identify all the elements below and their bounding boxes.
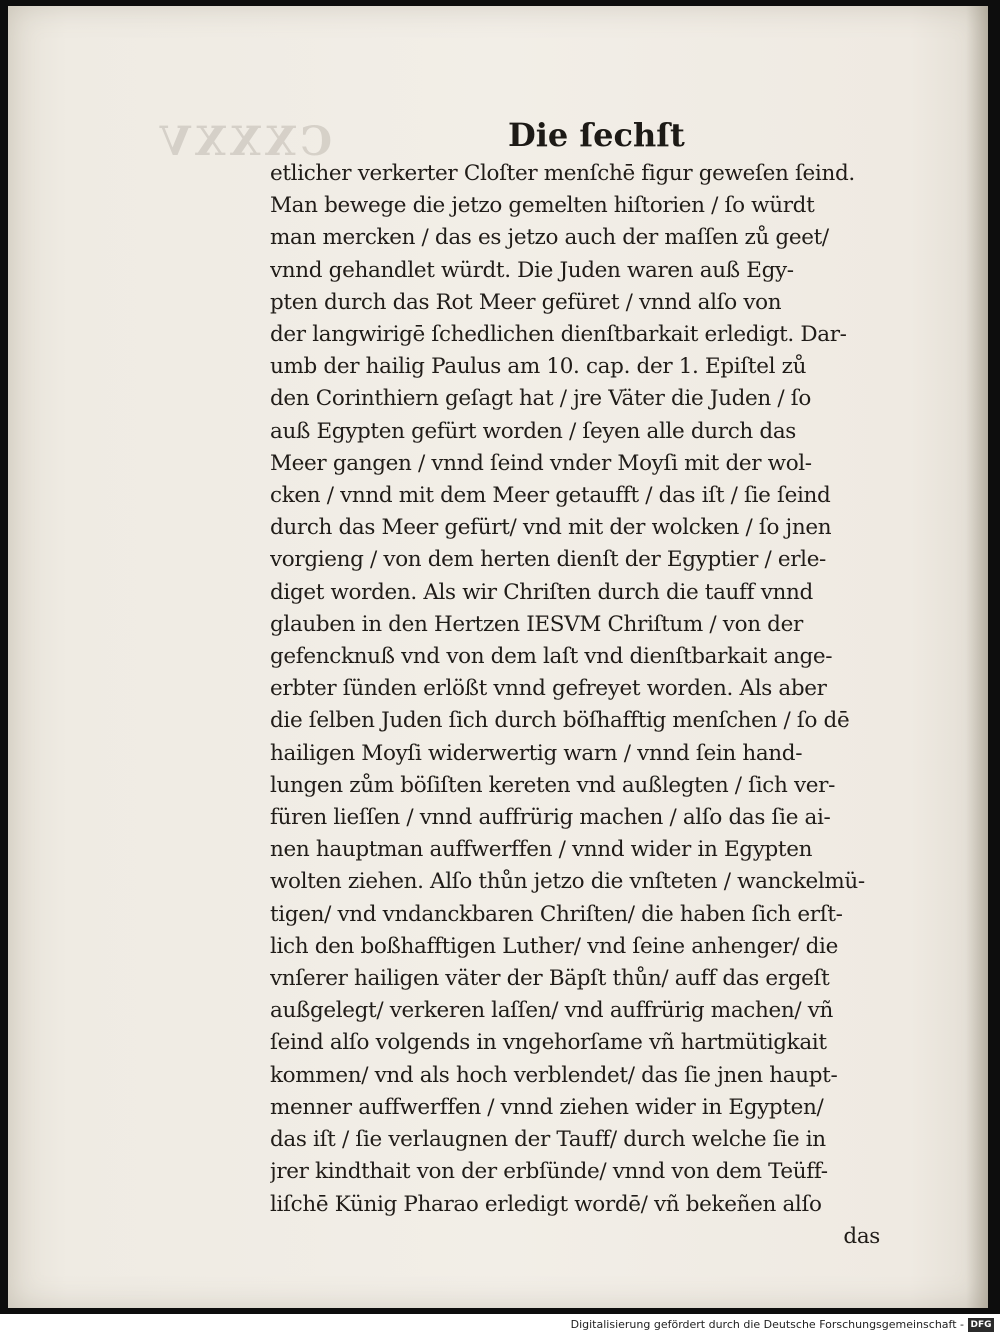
dfg-credit-text: Digitalisierung gefördert durch die Deutsche Forschungsgemeinschaft - xyxy=(570,1318,964,1331)
text-line: glauben in den Hertzen IESVM Chriſtum / von der xyxy=(270,611,803,637)
text-line: den Corinthiern geſagt hat / jre Väter die Juden / ſo xyxy=(270,386,811,412)
text-line: füren lieſſen / vnnd auffrürig machen / alſo das ſie ai- xyxy=(270,805,831,831)
digitization-footer xyxy=(0,1314,1000,1338)
text-line: vorgieng / von dem herten dienſt der Egyptier / erle- xyxy=(270,547,826,573)
text-line: menner auffwerffen / vnnd ziehen wider in Egypten/ xyxy=(270,1094,824,1120)
page-text-block xyxy=(270,158,920,1253)
text-line: nen hauptman auffwerffen / vnnd wider in Egypten xyxy=(270,837,813,863)
text-line: liſchē Künig Pharao erledigt wordē/ vñ bekeñen alſo xyxy=(270,1191,822,1217)
text-line: auß Egypten gefürt worden / ſeyen alle durch das xyxy=(270,418,796,444)
text-line: ſeind alſo volgends in vngehorſame vñ hartmütigkait xyxy=(270,1030,827,1056)
text-line: die ſelben Juden ſich durch böſhafftig menſchen / ſo dē xyxy=(270,708,850,734)
text-line: durch das Meer gefürt/ vnd mit der wolcken / ſo jnen xyxy=(270,515,832,541)
text-line: vnnd gehandlet würdt. Die Juden waren auß Egy- xyxy=(270,257,794,283)
text-line: gefencknuß vnd von dem laſt vnd dienſtbarkait ange- xyxy=(270,644,833,670)
text-line: hailigen Moyſi widerwertig warn / vnnd ſein hand- xyxy=(270,740,803,766)
text-line: lich den boßhafftigen Luther/ vnd ſeine anhenger/ die xyxy=(270,933,838,959)
text-line: außgelegt/ verkeren laſſen/ vnd auffrürig machen/ vñ xyxy=(270,998,834,1024)
bleed-through-folio: CXXXV xyxy=(156,118,332,165)
dfg-logo: DFG xyxy=(968,1318,994,1332)
text-line: erbter ſünden erlößt vnnd gefreyet worden. Als aber xyxy=(270,676,827,702)
text-line: man mercken / das es jetzo auch der maſſen zů geet/ xyxy=(270,225,829,251)
text-line: cken / vnnd mit dem Meer getaufft / das iſt / ſie ſeind xyxy=(270,483,831,509)
text-line: der langwirigē ſchedlichen dienſtbarkait erledigt. Dar- xyxy=(270,322,847,348)
page-edge-shadow xyxy=(966,6,988,1308)
text-line: jrer kindthait von der erbſünde/ vnnd von dem Teüff- xyxy=(270,1159,828,1185)
running-header: Die ſechſt xyxy=(508,116,685,154)
text-line: diget worden. Als wir Chriſten durch die tauff vnnd xyxy=(270,579,813,605)
text-line: das iſt / ſie verlaugnen der Tauff/ durch welche ſie in xyxy=(270,1127,826,1153)
text-line: Man bewege die jetzo gemelten hiſtorien / ſo würdt xyxy=(270,193,815,219)
text-line: lungen zům böſiſten kereten vnd außlegten / ſich ver- xyxy=(270,772,835,798)
text-line: umb der hailig Paulus am 10. cap. der 1. Epiſtel zů xyxy=(270,354,807,380)
text-line: pten durch das Rot Meer gefüret / vnnd alſo von xyxy=(270,289,782,315)
text-line: wolten ziehen. Alſo thůn jetzo die vnſteten / wanckelmü- xyxy=(270,869,865,895)
text-line: vnſerer hailigen väter der Bäpſt thůn/ auff das ergeſt xyxy=(270,966,830,992)
text-line: kommen/ vnd als hoch verblendet/ das ſie jnen haupt- xyxy=(270,1062,838,1088)
catchword: das xyxy=(843,1223,880,1249)
text-line: tigen/ vnd vndanckbaren Chriſten/ die haben ſich erſt- xyxy=(270,901,843,927)
text-line: Meer gangen / vnnd ſeind vnder Moyſi mit der wol- xyxy=(270,450,812,476)
text-line: etlicher verkerter Cloſter menſchē figur geweſen ſeind. xyxy=(270,161,855,186)
